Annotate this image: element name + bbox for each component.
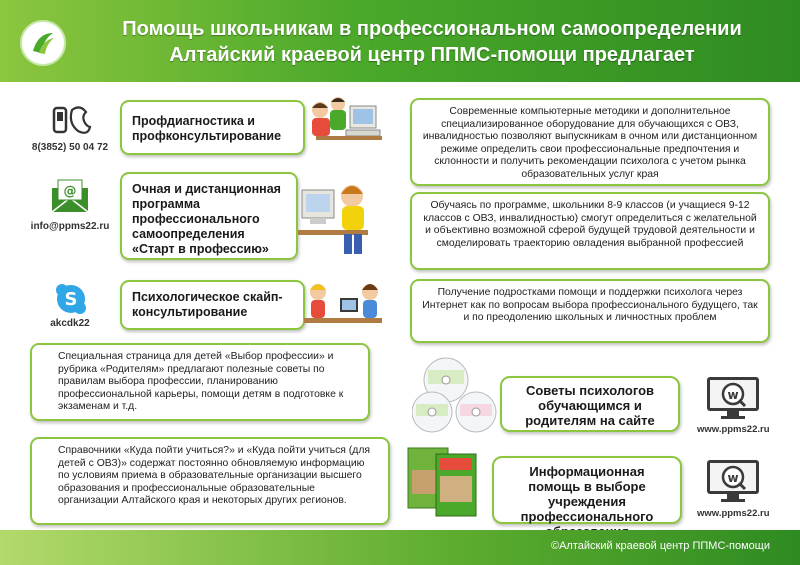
- skype-icon: [55, 283, 87, 320]
- mail-icon: [50, 178, 90, 219]
- website-monitor-icon: [705, 458, 761, 509]
- education-choice-link[interactable]: Информационная помощь в выборе учреждения профессионального: [492, 456, 682, 524]
- skype-login[interactable]: akcdk22: [50, 318, 90, 329]
- books-illustration: [406, 440, 492, 527]
- dvd-discs-illustration: [412, 356, 502, 441]
- student-at-computer-illustration: [298, 174, 384, 263]
- info-career-page: Специальная страница для детей «Выбор профессии» и рубрика «Родителям» предлагают полезные советы по правилам выбора профессии, планированию профессиональной карьеры, помощи детям в подготовке к экзаменам и т.д.: [30, 343, 370, 421]
- center-logo-icon: [20, 20, 66, 66]
- copyright-text: ©Алтайский краевой центр ППМС-помощи: [550, 540, 770, 552]
- psychologist-advice-link[interactable]: Советы психологов обучающимся и родителям на сайте: [500, 376, 680, 432]
- service-desc-skype-consulting: Получение подростками помощи и поддержки психолога через Интернет как по вопросам выбора профессионального будущего, так и по преодолению школьных и личностных проблем: [410, 279, 770, 343]
- service-desc-profdiagnostics: Современные компьютерные методики и дополнительное специализированное оборудование для обучающихся с ОВЗ, инвалидностью позволяют выпускникам в очном или дистанционном режиме определить свои профессиональные предпочтения и склонности и получить рекомендации психолога с учетом рынка образовательных услуг края: [410, 98, 770, 186]
- page-subtitle: Алтайский краевой центр ППМС-помощи предлагает: [169, 44, 695, 66]
- header-banner: [0, 0, 800, 82]
- footer-bar: [0, 530, 800, 565]
- student-computer-illustration: [296, 96, 388, 165]
- website-monitor-icon: [705, 375, 761, 426]
- website-link-2[interactable]: www.ppms22.ru: [697, 508, 770, 519]
- svg-text:S: S: [64, 289, 78, 310]
- page-title: Помощь школьникам в профессиональном самоопределении: [122, 18, 742, 40]
- email-address[interactable]: info@ppms22.ru: [30, 221, 110, 232]
- svg-text:w: w: [727, 388, 739, 402]
- svg-text:w: w: [727, 471, 739, 485]
- info-where-to-study: Справочники «Куда пойти учиться?» и «Куда пойти учиться (для детей с ОВЗ)» содержат постоянно обновляемую информацию по условиям приема в образовательные организации высшего образования и профессиональные образовательные организации Алтайского края и некоторых других регионов.: [30, 437, 390, 525]
- svg-text:@: @: [63, 184, 77, 199]
- phone-icon: [50, 102, 92, 143]
- service-title-start-program: Очная и дистанционная программа профессионального самоопределения «Старт в профессию»: [120, 172, 298, 260]
- children-at-computer-illustration: [300, 278, 386, 339]
- service-title-profdiagnostics: Профдиагностика и профконсультирование: [120, 100, 305, 155]
- service-title-skype-consulting: Психологическое скайп-консультирование: [120, 280, 305, 330]
- service-desc-start-program: Обучаясь по программе, школьники 8-9 классов (и учащиеся 9-12 классов с ОВЗ, инвалидностью) смогут определиться с желательной и объективно возможной сферой будущей трудовой деятельности и смоделировать траекторию овладения выбранной профессией: [410, 192, 770, 270]
- website-link-1[interactable]: www.ppms22.ru: [697, 424, 770, 435]
- phone-number[interactable]: 8(3852) 50 04 72: [31, 142, 109, 153]
